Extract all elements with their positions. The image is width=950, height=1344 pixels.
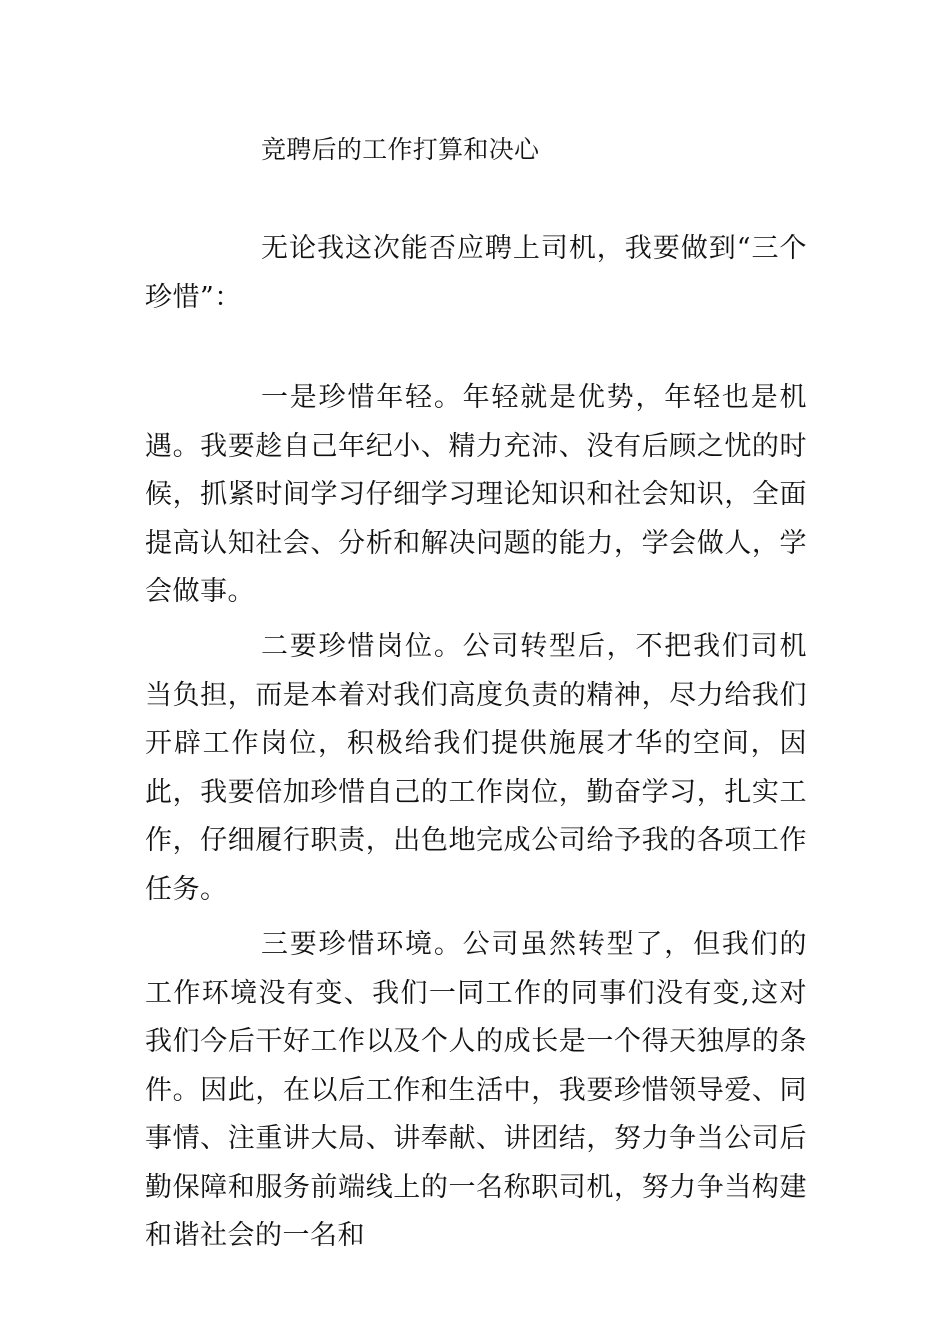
paragraph-cherish-position: 二要珍惜岗位。公司转型后，不把我们司机当负担，而是本着对我们高度负责的精神，尽力给我们开辟工作岗位，积极给我们提供施展才华的空间，因此，我要倍加珍惜自己的工作岗位，勤奋学习，扎实工作，仔细履行职责，出色地完成公司给予我的各项工作任务。 — [145, 631, 807, 905]
paragraph-cherish-environment: 三要珍惜环境。公司虽然转型了，但我们的工作环境没有变、我们一同工作的同事们没有变,这对我们今后干好工作以及个人的成长是一个得天独厚的条件。因此，在以后工作和生活中，我要珍惜领导爱、同事情、注重讲大局、讲奉献、讲团结，努力争当公司后勤保障和服务前端线上的一名称职司机，努力争当构建和谐社会的一名和 — [145, 929, 807, 1251]
paragraph-cherish-youth: 一是珍惜年轻。年轻就是优势，年轻也是机遇。我要趁自己年纪小、精力充沛、没有后顾之忧的时候，抓紧时间学习仔细学习理论知识和社会知识，全面提高认知社会、分析和解决问题的能力，学会做人，学会做事。 — [145, 382, 807, 607]
paragraph-intro: 无论我这次能否应聘上司机，我要做到“三个珍惜”： — [145, 233, 807, 313]
document-title: 竞聘后的工作打算和决心 — [261, 135, 540, 164]
